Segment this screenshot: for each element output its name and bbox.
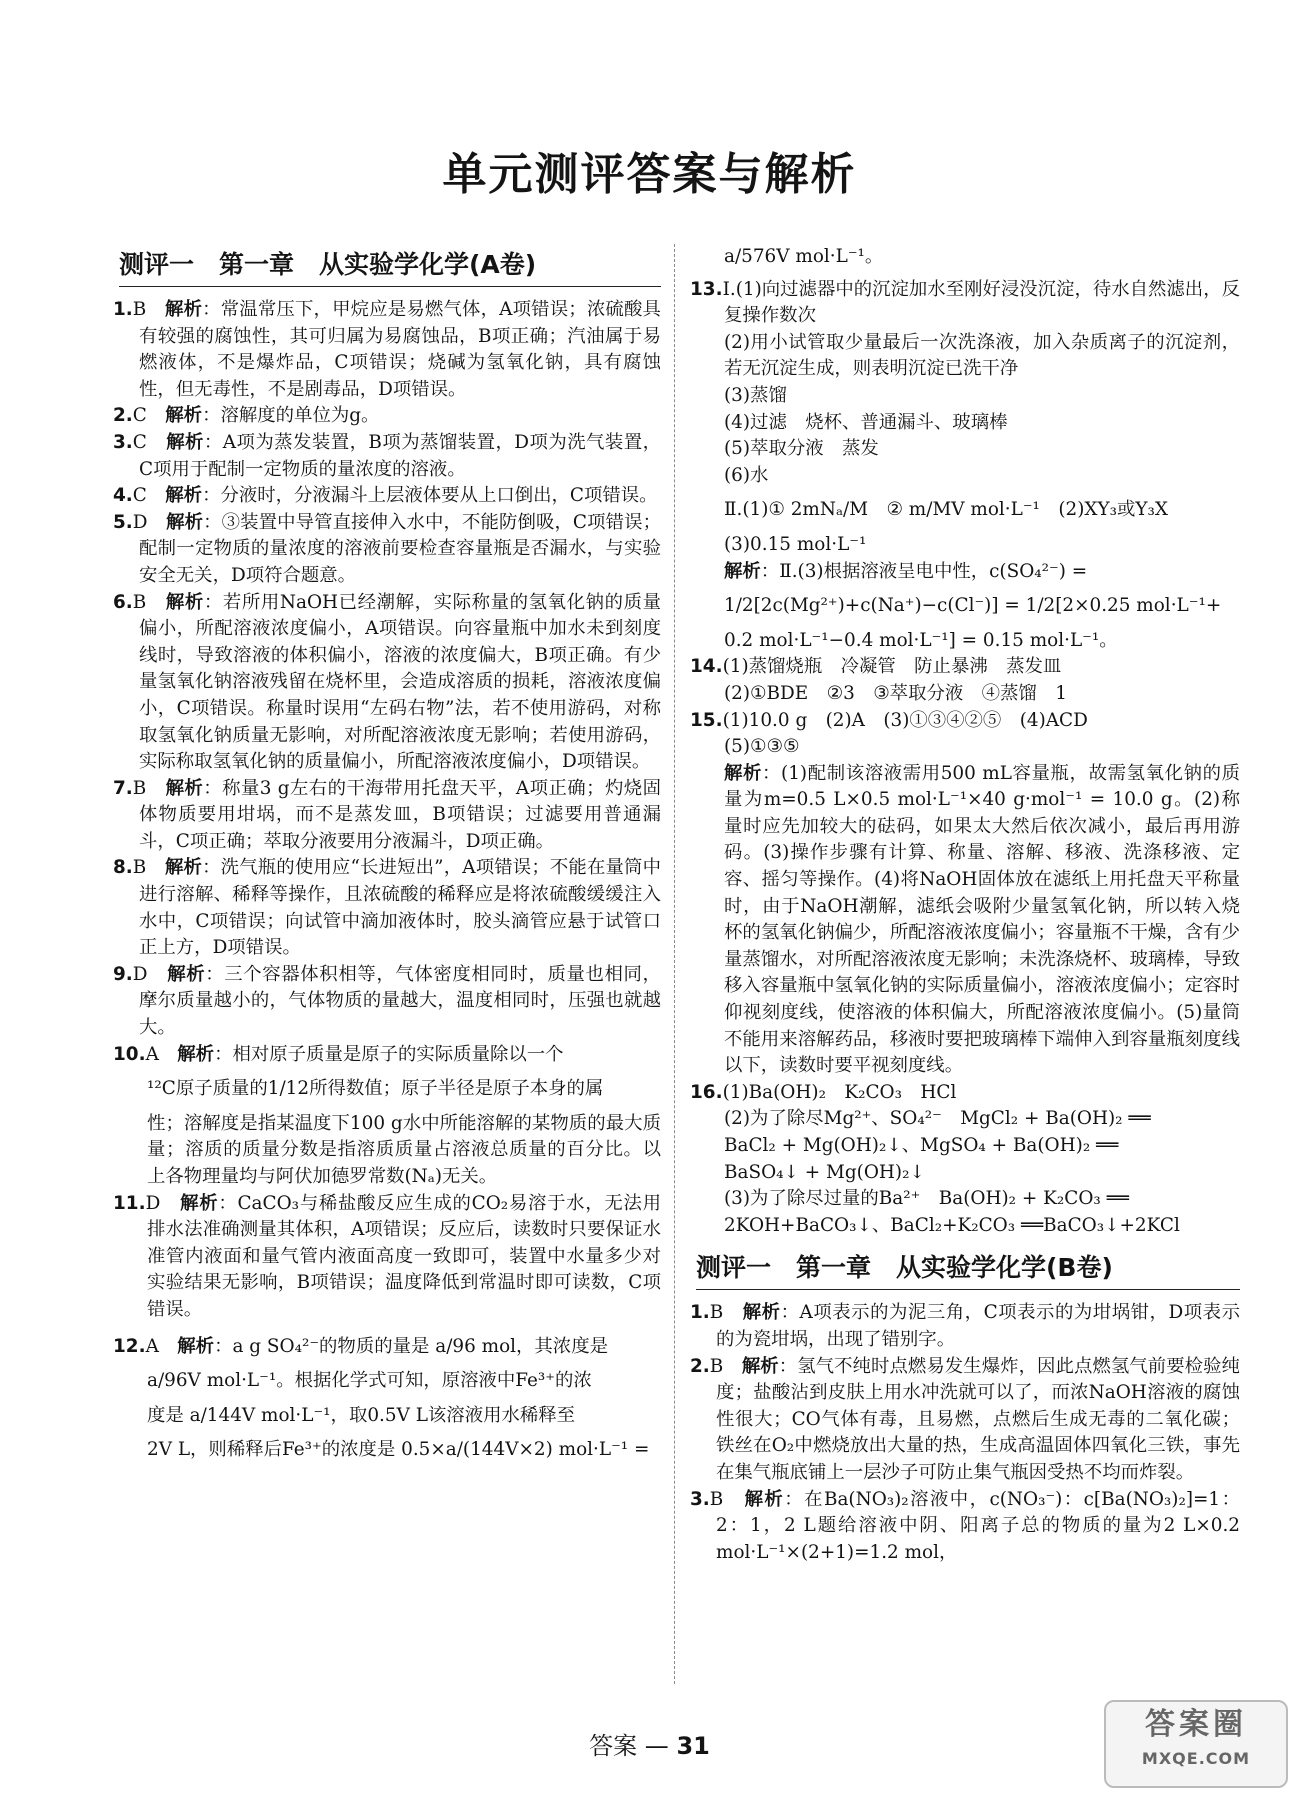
- answer-item: 1.B 解析：A项表示的为泥三角，C项表示的为坩埚钳，D项表示的为瓷坩埚，出现了错别字。: [690, 1302, 1240, 1350]
- answer-item-line: a/96V mol·L⁻¹。根据化学式可知，原溶液中Fe³⁺的浓: [147, 1370, 592, 1392]
- answer-item-line: (2)用小试管取少量最后一次洗涤液，加入杂质离子的沉淀剂，若无沉淀生成，则表明沉淀已洗干净: [724, 331, 1240, 380]
- answer-item-line: 1/2[2c(Mg²⁺)+c(Na⁺)−c(Cl⁻)] = 1/2[2×0.25 mol·L⁻¹+: [724, 595, 1222, 617]
- answer-item-line: ¹²C原子质量的1/12所得数值；原子半径是原子本身的属: [147, 1078, 604, 1100]
- answer-item-line: 2V L，则稀释后Fe³⁺的浓度是 0.5×a/(144V×2) mol·L⁻¹ =: [147, 1439, 650, 1461]
- answer-item: 16.(1)Ba(OH)₂ K₂CO₃ HCl: [690, 1081, 957, 1103]
- answer-item: 4.C 解析：分液时，分液漏斗上层液体要从上口倒出，C项错误。: [113, 485, 658, 507]
- section-a-heading: 测评一 第一章 从实验学化学(A卷): [119, 248, 661, 287]
- answer-item-line: 0.2 mol·L⁻¹−0.4 mol·L⁻¹] = 0.15 mol·L⁻¹。: [724, 629, 1118, 651]
- watermark-url: MXQE.COM: [1141, 1749, 1251, 1768]
- answer-item-line: 解析：Ⅱ.(3)根据溶液呈电中性，c(SO₄²⁻) =: [724, 560, 1088, 582]
- answer-item: 6.B 解析：若所用NaOH已经潮解，实际称量的氢氧化钠的质量偏小，所配溶液浓度偏小，A项错误。向容量瓶中加水未到刻度线时，导致溶液的体积偏小，溶液的浓度偏大，B项正确。有少量氢氧化钠溶液残留在烧杯里，会造成溶质的损耗，溶液浓度偏小，C项错误。称量时误用“左码右物”法，若不使用游码，对称取氢氧化钠质量无影响，对所配溶液浓度无影响；若使用游码，实际称取氢氧化钠的质量偏小，所配溶液浓度偏小，D项错误。: [113, 591, 661, 773]
- answer-item-line: 性；溶解度是指某温度下100 g水中所能溶解的某物质的最大质量；溶质的质量分数是指溶质质量占溶液总质量的百分比。以上各物理量均与阿伏加德罗常数(Nₐ)无关。: [147, 1112, 661, 1187]
- answer-item: 5.D 解析：③装置中导管直接伸入水中，不能防倒吸，C项错误；配制一定物质的量浓度的溶液前要检查容量瓶是否漏水，与实验安全无关，D项符合题意。: [113, 511, 661, 586]
- page-number: 31: [676, 1732, 710, 1760]
- answer-item-line: BaCl₂ + Mg(OH)₂↓、MgSO₄ + Ba(OH)₂ ══: [724, 1135, 1119, 1156]
- answer-item-line: (2)①BDE ②3 ③萃取分液 ④蒸馏 1: [724, 682, 1067, 704]
- answer-item-line: (3)为了除尽过量的Ba²⁺ Ba(OH)₂ + K₂CO₃ ══: [724, 1188, 1129, 1210]
- answer-item-line: (2)为了除尽Mg²⁺、SO₄²⁻ MgCl₂ + Ba(OH)₂ ══: [724, 1108, 1151, 1130]
- q12-tail: a/576V mol·L⁻¹。: [724, 246, 884, 267]
- answer-item-line: (4)过滤 烧杯、普通漏斗、玻璃棒: [724, 411, 1008, 433]
- answer-item: 11.D 解析：CaCO₃与稀盐酸反应生成的CO₂易溶于水，无法用排水法准确测量其体积，A项错误；反应后，读数时只要保证水准管内液面和量气管内液面高度一致即可，装置中水量多少对实验结果无影响，B项错误；温度降低到常温时即可读数，C项错误。: [113, 1192, 661, 1320]
- answer-item-line: 解析：(1)配制该溶液需用500 mL容量瓶，故需氢氧化钠的质量为m=0.5 L×0.5 mol·L⁻¹×40 g·mol⁻¹ = 10.0 g。(2)称量时应先加较大的砝码，如果太大然后依次减小，最后再用游码。(3)操作步骤有计算、称量、溶解、移液、洗涤移液、定容、摇匀等操作。(4)将NaOH固体放在滤纸上用托盘天平称量时，由于NaOH潮解，滤纸会吸附少量氢氧化钠，所以转入烧杯的氢氧化钠偏少，所配溶液浓度偏小；容量瓶不干燥，含有少量蒸馏水，对所配溶液浓度无影响；未洗涤烧杯、玻璃棒，导致移入容量瓶中氢氧化钠的实际质量偏小，溶液浓度偏小；定容时仰视刻度线，使溶液的体积偏大，所配溶液浓度偏小。(5)量筒不能用来溶解药品，移液时要把玻璃棒下端伸入到容量瓶刻度线以下，读数时要平视刻度线。: [724, 762, 1240, 1077]
- page-title: 单元测评答案与解析: [442, 149, 857, 200]
- answer-item: 7.B 解析：称量3 g左右的干海带用托盘天平，A项正确；灼烧固体物质要用坩埚，而不是蒸发皿，B项错误；过滤要用普通漏斗，C项正确；萃取分液要用分液漏斗，D项正确。: [113, 777, 661, 852]
- answer-item: 10.A 解析：相对原子质量是原子的实际质量除以一个: [113, 1043, 564, 1065]
- answer-item-line: BaSO₄↓ + Mg(OH)₂↓: [724, 1161, 925, 1183]
- watermark-logo: [1104, 1700, 1288, 1788]
- answer-item: 3.C 解析：A项为蒸发装置，B项为蒸馏装置，D项为洗气装置，C项用于配制一定物质的量浓度的溶液。: [113, 431, 661, 480]
- right-column: [690, 244, 1240, 1566]
- answer-item: 14.(1)蒸馏烧瓶 冷凝管 防止暴沸 蒸发皿: [690, 656, 1062, 678]
- answer-item-line: (6)水: [724, 464, 769, 486]
- answer-item: 9.D 解析：三个容器体积相等，气体密度相同时，质量也相同，摩尔质量越小的，气体物质的量越大，温度相同时，压强也就越大。: [113, 963, 661, 1039]
- answer-item: 3.B 解析：在Ba(NO₃)₂溶液中，c(NO₃⁻)：c[Ba(NO₃)₂]=1：2：1，2 L题给溶液中阴、阳离子总的物质的量为2 L×0.2 mol·L⁻¹×(2+1)=1.2 mol，: [690, 1488, 1240, 1563]
- answer-item-line: 度是 a/144V mol·L⁻¹，取0.5V L该溶液用水稀释至: [147, 1404, 576, 1426]
- answer-item-line: (3)蒸馏: [724, 384, 787, 406]
- column-divider: [674, 244, 675, 1684]
- answer-item: 1.B 解析：常温常压下，甲烷应是易燃气体，A项错误；浓硫酸具有较强的腐蚀性，其可归属为易腐蚀品，B项正确；汽油属于易燃液体，不是爆炸品，C项错误；烧碱为氢氧化钠，具有腐蚀性，但无毒性，不是剧毒品，D项错误。: [113, 299, 661, 400]
- answer-item-line: 2KOH+BaCO₃↓、BaCl₂+K₂CO₃ ══BaCO₃↓+2KCl: [724, 1214, 1180, 1236]
- watermark-text: 答案圈: [1145, 1707, 1247, 1742]
- answer-item: 8.B 解析：洗气瓶的使用应“长进短出”，A项错误；不能在量筒中进行溶解、稀释等操作，且浓硫酸的稀释应是将浓硫酸缓缓注入水中，C项错误；向试管中滴加液体时，胶头滴管应悬于试管口正上方，D项错误。: [113, 857, 661, 959]
- answer-item-line: (5)①③⑤: [724, 736, 800, 758]
- answer-item: 13.Ⅰ.(1)向过滤器中的沉淀加水至刚好浸没沉淀，待水自然滤出，反复操作数次: [690, 278, 1240, 327]
- footer-label: 答案 —: [589, 1732, 669, 1760]
- answer-item: 2.B 解析：氢气不纯时点燃易发生爆炸，因此点燃氢气前要检验纯度；盐酸沾到皮肤上用水冲洗就可以了，而浓NaOH溶液的腐蚀性很大；CO气体有毒，且易燃，点燃后生成无毒的二氧化碳；铁丝在O₂中燃烧放出大量的热，生成高温固体四氧化三铁，事先在集气瓶底铺上一层沙子可防止集气瓶因受热不均而炸裂。: [690, 1355, 1240, 1483]
- left-column: [113, 244, 661, 1472]
- answer-item-line: (3)0.15 mol·L⁻¹: [724, 533, 867, 555]
- answer-item-line: (5)萃取分液 蒸发: [724, 438, 879, 460]
- answer-item-line: Ⅱ.(1)① 2mNₐ/M ② m/MV mol·L⁻¹ (2)XY₃或Y₃X: [724, 499, 1168, 521]
- section-b-heading: 测评一 第一章 从实验学化学(B卷): [696, 1251, 1240, 1290]
- answer-item: 2.C 解析：溶解度的单位为g。: [113, 405, 380, 427]
- answer-item: 15.(1)10.0 g (2)A (3)①③④②⑤ (4)ACD: [690, 709, 1088, 731]
- answer-item: 12.A 解析：a g SO₄²⁻的物质的量是 a/96 mol，其浓度是: [113, 1335, 608, 1357]
